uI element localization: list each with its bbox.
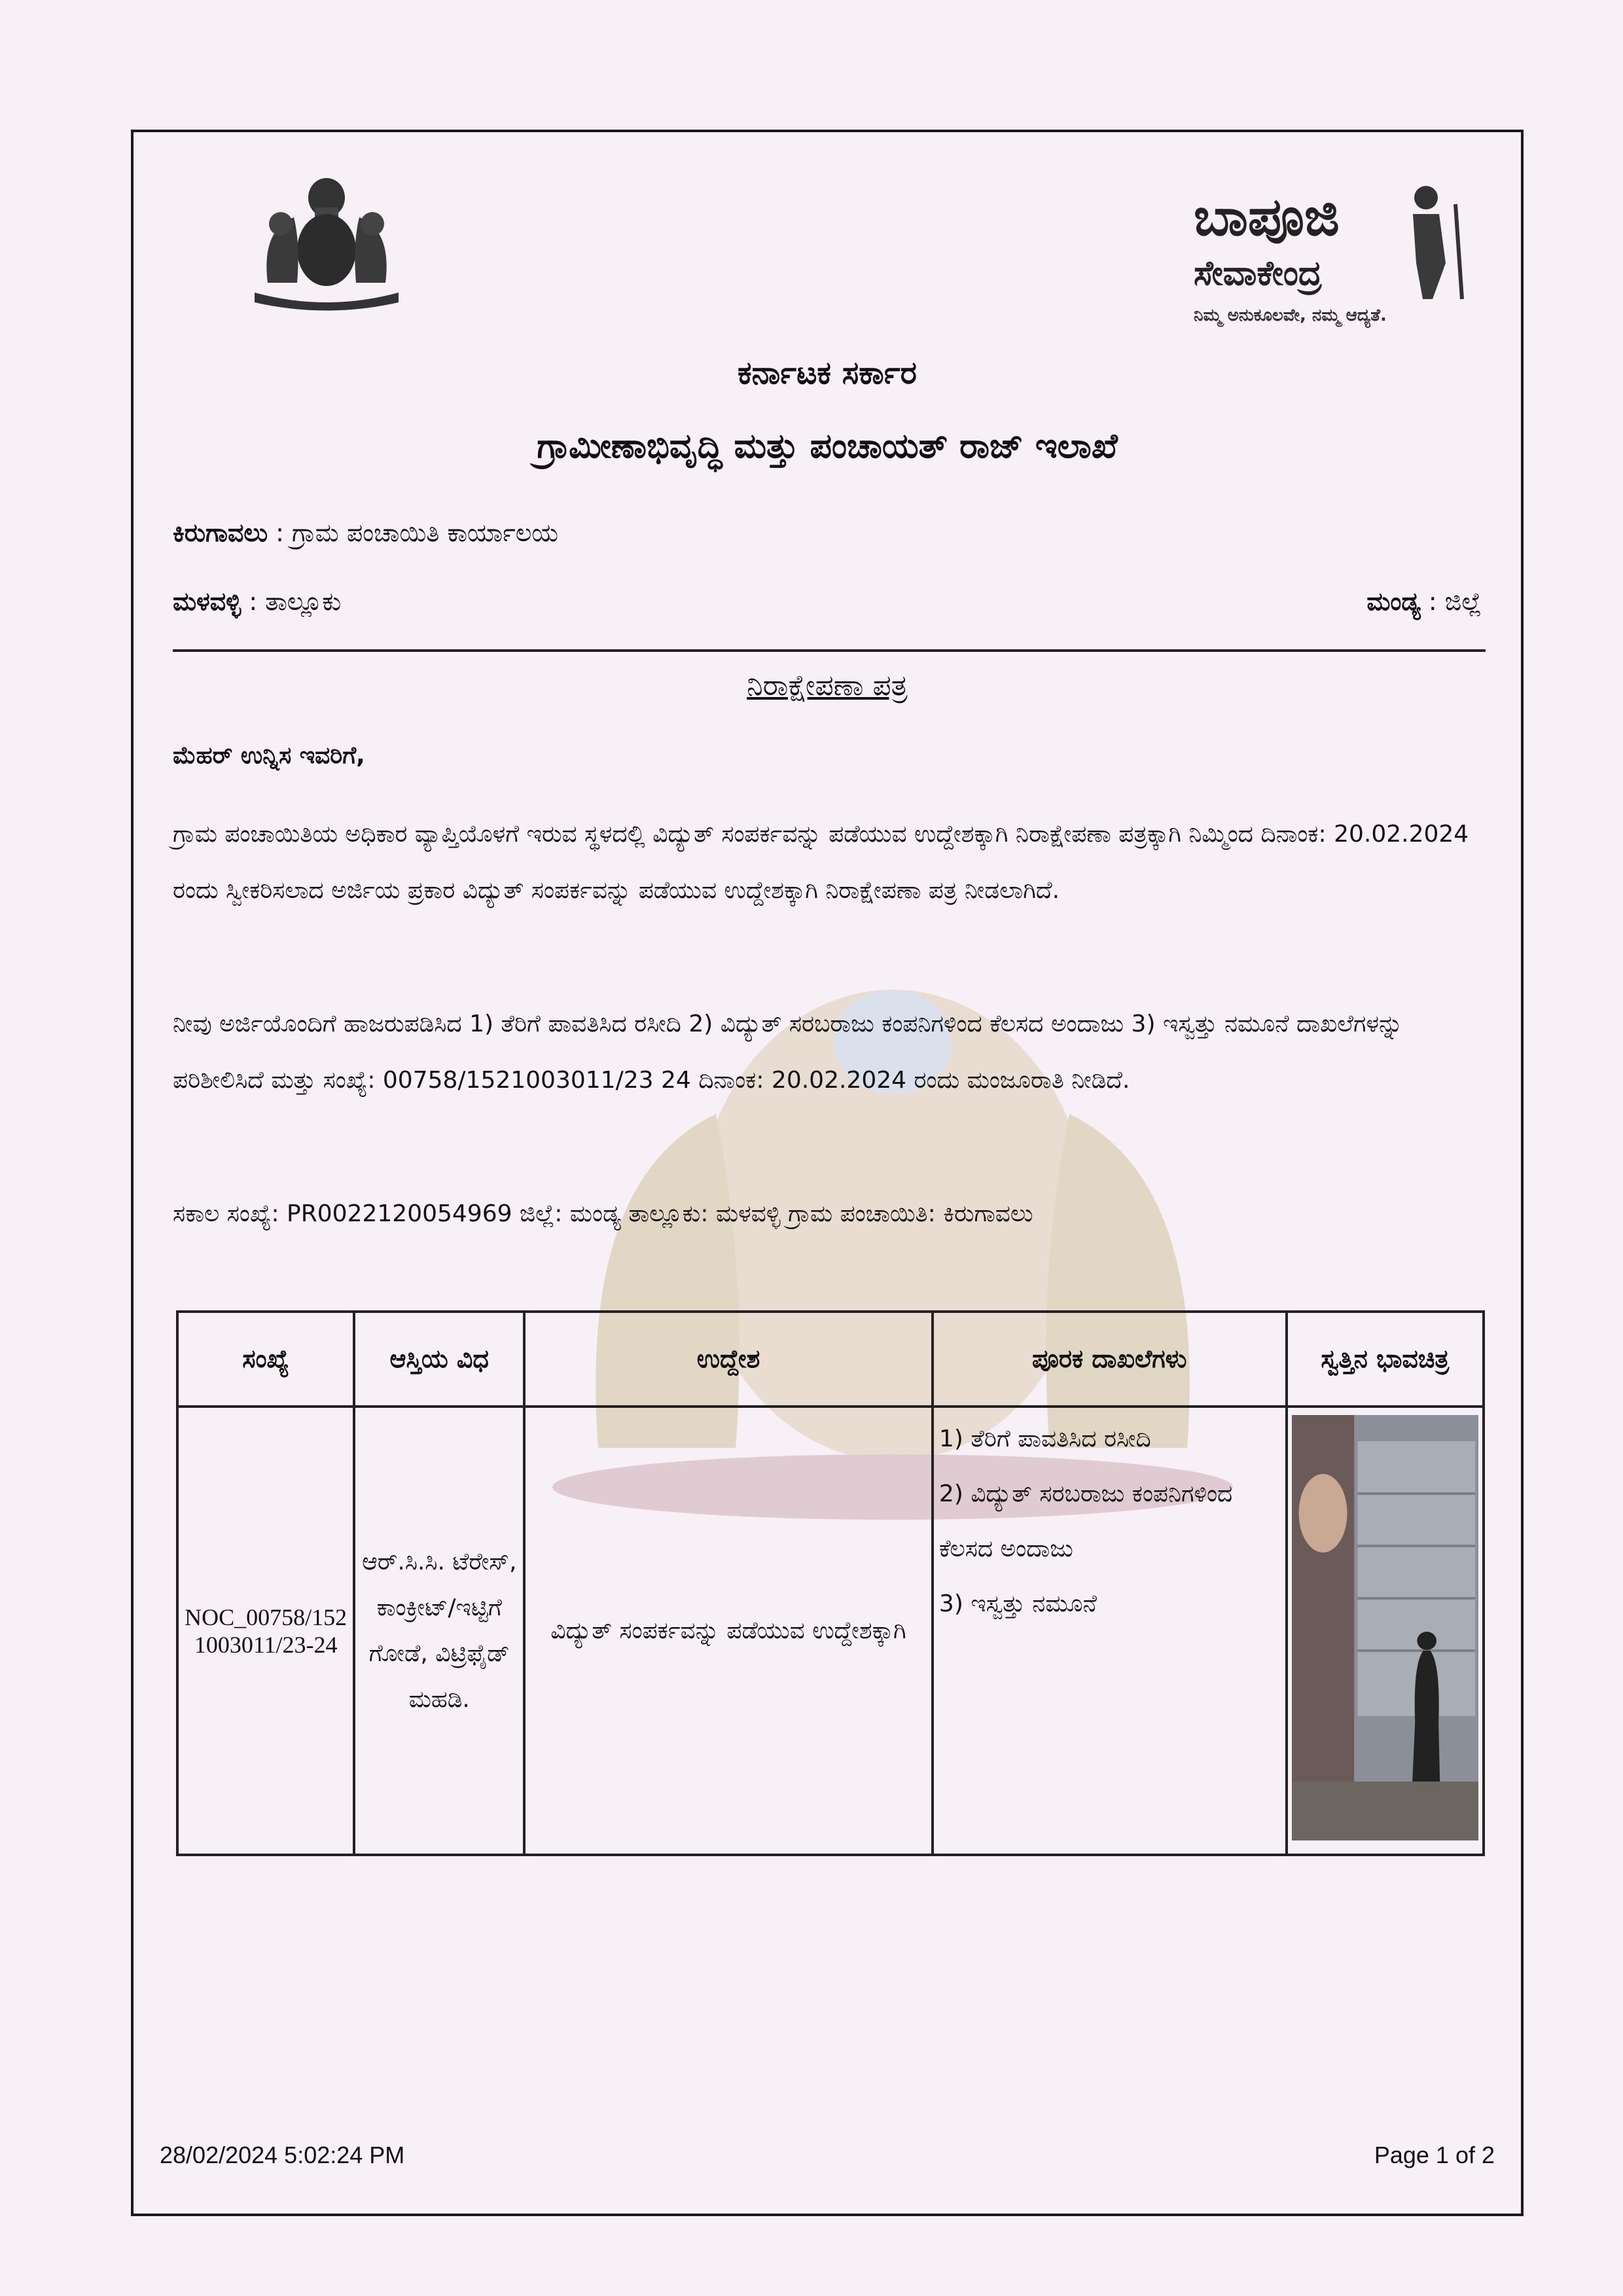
property-type: ಆರ್.ಸಿ.ಸಿ. ಟೆರೇಸ್, ಕಾಂಕ್ರೀಟ್/ಇಟ್ಟಿಗೆ ಗೋಡೆ, ವಿಟ್ರಿಫೈಡ್ ಮಹಡಿ. xyxy=(354,1407,524,1855)
header-divider xyxy=(173,649,1486,652)
office-name: ಕಿರುಗಾವಲು xyxy=(173,518,268,547)
noc-number: NOC_00758/1521003011/23-24 xyxy=(177,1407,354,1855)
noc-details-table xyxy=(176,1310,1485,1856)
office-label: : ಗ್ರಾಮ ಪಂಚಾಯಿತಿ ಕಾರ್ಯಾಲಯ xyxy=(276,518,559,547)
district-line xyxy=(1366,587,1482,617)
bapuji-sevakendra-logo xyxy=(1181,158,1495,329)
supporting-documents xyxy=(933,1407,1287,1855)
property-photo-cell xyxy=(1287,1407,1484,1855)
logo-name: ಬಾಪೂಜಿ xyxy=(1194,187,1340,247)
department-title: ಗ್ರಾಮೀಣಾಭಿವೃದ್ಧಿ ಮತ್ತು ಪಂಚಾಯತ್ ರಾಜ್ ಇಲಾಖೆ xyxy=(537,427,1118,466)
print-timestamp: 28/02/2024 5:02:24 PM xyxy=(160,2142,405,2168)
document-frame xyxy=(131,130,1524,2216)
list-item: 2) ವಿದ್ಯುತ್ ಸರಬರಾಜು ಕಂಪನಿಗಳಿಂದ ಕೆಲಸದ ಅಂದಾಜು xyxy=(938,1480,1233,1562)
list-item: 1) ತೆರಿಗೆ ಪಾವತಿಸಿದ ರಸೀದಿ xyxy=(938,1426,1151,1452)
district-label: : ಜಿಲ್ಲೆ xyxy=(1428,587,1482,616)
taluk-name: ಮಳವಳ್ಳಿ xyxy=(173,587,241,616)
sakala-details: ಸಕಾಲ ಸಂಖ್ಯೆ: PR0022120054969 ಜಿಲ್ಲೆ: ಮಂಡ್ಯ ತಾಲ್ಲೂಕು: ಮಳವಳ್ಳಿ ಗ್ರಾಮ ಪಂಚಾಯಿತಿ: ಕಿರುಗಾವಲು xyxy=(173,1200,1033,1227)
col-property-type: ಆಸ್ತಿಯ ವಿಧ xyxy=(354,1312,524,1407)
taluk-line xyxy=(173,587,341,617)
list-item: 3) ಇಸ್ವತ್ತು ನಮೂನೆ xyxy=(938,1590,1097,1617)
body-paragraph-2: ನೀವು ಅರ್ಜಿಯೊಂದಿಗೆ ಹಾಜರುಪಡಿಸಿದ 1) ತೆರಿಗೆ ಪಾವತಿಸಿದ ರಸೀದಿ 2) ವಿದ್ಯುತ್ ಸರಬರಾಜು ಕಂಪನಿಗಳಿಂದ ಕೆಲಸದ ಅಂದಾಜು 3) ಇಸ್ವತ್ತು ನಮೂನೆ ದಾಖಲೆಗಳನ್ನು ಪರಿಶೀಲಿಸಿದೆ ಮತ್ತು ಸಂಖ್ಯೆ: 00758/1521003011/23 24 ದಿನಾಂಕ: 20.02.2024 ರಂದು ಮಂಜೂರಾತಿ ನೀಡಿದೆ. xyxy=(173,1011,1403,1094)
district-name: ಮಂಡ್ಯ xyxy=(1366,587,1421,616)
karnataka-emblem-icon xyxy=(241,171,412,312)
office-line xyxy=(173,518,558,548)
property-photo xyxy=(1292,1415,1479,1840)
table-row xyxy=(177,1407,1484,1855)
col-purpose: ಉದ್ದೇಶ xyxy=(524,1312,933,1407)
table-header-row xyxy=(177,1312,1484,1407)
col-documents: ಪೂರಕ ದಾಖಲೆಗಳು xyxy=(933,1312,1287,1407)
document-title: ನಿರಾಕ್ಷೇಪಣಾ ಪತ್ರ xyxy=(747,669,908,702)
taluk-label: : ತಾಲ್ಲೂಕು xyxy=(249,587,342,616)
government-title: ಕರ್ನಾಟಕ ಸರ್ಕಾರ xyxy=(737,355,918,391)
purpose: ವಿದ್ಯುತ್ ಸಂಪರ್ಕವನ್ನು ಪಡೆಯುವ ಉದ್ದೇಶಕ್ಕಾಗಿ xyxy=(524,1407,933,1855)
recipient xyxy=(173,728,1486,784)
recipient-name: ಮೆಹರ್ ಉನ್ನಿಸ ಇವರಿಗೆ, xyxy=(173,742,365,769)
logo-subtitle: ಸೇವಾಕೇಂದ್ರ xyxy=(1194,254,1322,293)
col-number: ಸಂಖ್ಯೆ xyxy=(177,1312,354,1407)
col-photo: ಸ್ವತ್ತಿನ ಭಾವಚಿತ್ರ xyxy=(1287,1312,1484,1407)
logo-tagline: ನಿಮ್ಮ ಅನುಕೂಲವೇ, ನಮ್ಮ ಆದ್ಯತೆ. xyxy=(1194,306,1387,325)
page-number: Page 1 of 2 xyxy=(1374,2142,1495,2168)
body-paragraph-1: ಗ್ರಾಮ ಪಂಚಾಯಿತಿಯ ಅಧಿಕಾರ ವ್ಯಾಪ್ತಿಯೊಳಗೆ ಇರುವ ಸ್ಥಳದಲ್ಲಿ ವಿದ್ಯುತ್ ಸಂಪರ್ಕವನ್ನು ಪಡೆಯುವ ಉದ್ದೇಶಕ್ಕಾಗಿ ನಿರಾಕ್ಷೇಪಣಾ ಪತ್ರಕ್ಕಾಗಿ ನಿಮ್ಮಿಂದ ದಿನಾಂಕ: 20.02.2024 ರಂದು ಸ್ವೀಕರಿಸಲಾದ ಅರ್ಜಿಯ ಪ್ರಕಾರ ವಿದ್ಯುತ್ ಸಂಪರ್ಕವನ್ನು ಪಡೆಯುವ ಉದ್ದೇಶಕ್ಕಾಗಿ ನಿರಾಕ್ಷೇಪಣಾ ಪತ್ರ ನೀಡಲಾಗಿದೆ. xyxy=(173,821,1469,904)
gandhi-figure-icon xyxy=(1370,178,1482,302)
